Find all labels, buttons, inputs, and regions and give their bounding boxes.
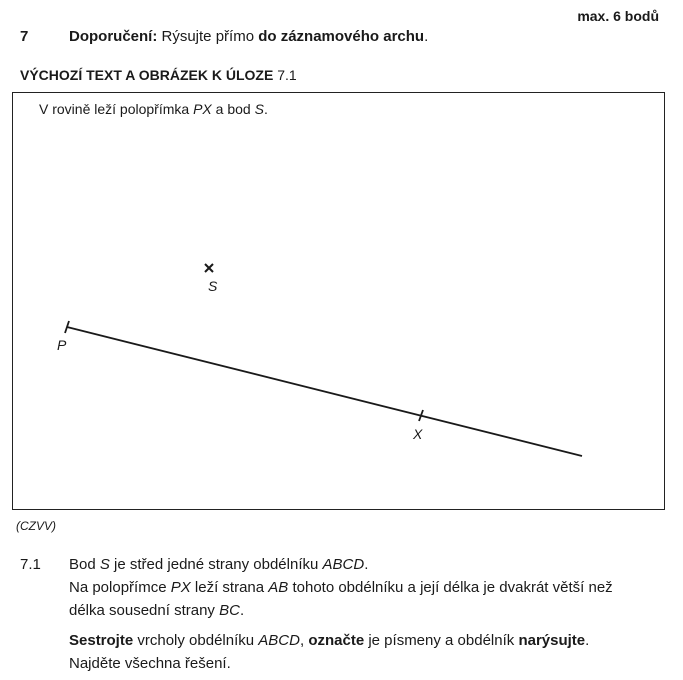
figure-intro-end: . [263,101,268,117]
text-italic: ABCD [322,556,365,573]
text-italic: ABCD [258,632,300,649]
section-heading-number: 7.1 [273,67,297,83]
figure-drawing [13,93,663,508]
text: je písmeny a obdélník [364,632,519,649]
text-bold: označte [308,632,365,649]
recommendation [69,28,428,45]
text: . [364,556,369,573]
text: vrcholy obdélníku [133,632,259,649]
figure-intro-mid: a bod [211,101,255,117]
figure-intro-px: PX [193,101,212,117]
subtask-line-2 [69,579,613,596]
section-heading [20,67,297,83]
subtask-line-5: Najděte všechna řešení. [69,655,231,672]
ray-px [67,327,582,456]
task-number: 7 [20,28,29,45]
figure-box [12,92,665,510]
figure-intro-s: S [254,101,264,117]
text-bold: Sestrojte [69,632,134,649]
text-italic: PX [170,579,191,596]
text-italic: BC [219,602,240,619]
figure-intro-prefix: V rovině leží polopřímka [39,101,194,117]
text-italic: S [99,556,110,573]
recommendation-label: Doporučení: [69,28,158,45]
text: délka sousední strany [69,602,220,619]
text-italic: AB [268,579,289,596]
text: Bod [69,556,100,573]
text: leží strana [190,579,269,596]
text: . [239,602,245,619]
text-bold: narýsujte [518,632,586,649]
figure-intro [39,101,268,117]
recommendation-text: Rýsujte přímo [157,28,259,45]
text: tohoto obdélníku a její délka je dvakrát větší než [288,579,613,596]
recommendation-bold: do záznamového archu [258,28,425,45]
label-p: P [57,337,67,353]
max-points: max. 6 bodů [577,8,659,24]
subtask-line-3 [69,602,244,619]
text: je střed jedné strany obdélníku [109,556,323,573]
section-heading-text: VÝCHOZÍ TEXT A OBRÁZEK K ÚLOZE [20,67,274,83]
label-s: S [208,278,218,294]
subtask-line-1 [69,556,368,573]
recommendation-end: . [424,28,429,45]
text: Na polopřímce [69,579,171,596]
label-x: X [413,426,423,442]
subtask-number: 7.1 [20,556,41,573]
text: , [299,632,309,649]
text: . [585,632,590,649]
source-note: (CZVV) [16,519,56,533]
subtask-line-4 [69,632,589,649]
